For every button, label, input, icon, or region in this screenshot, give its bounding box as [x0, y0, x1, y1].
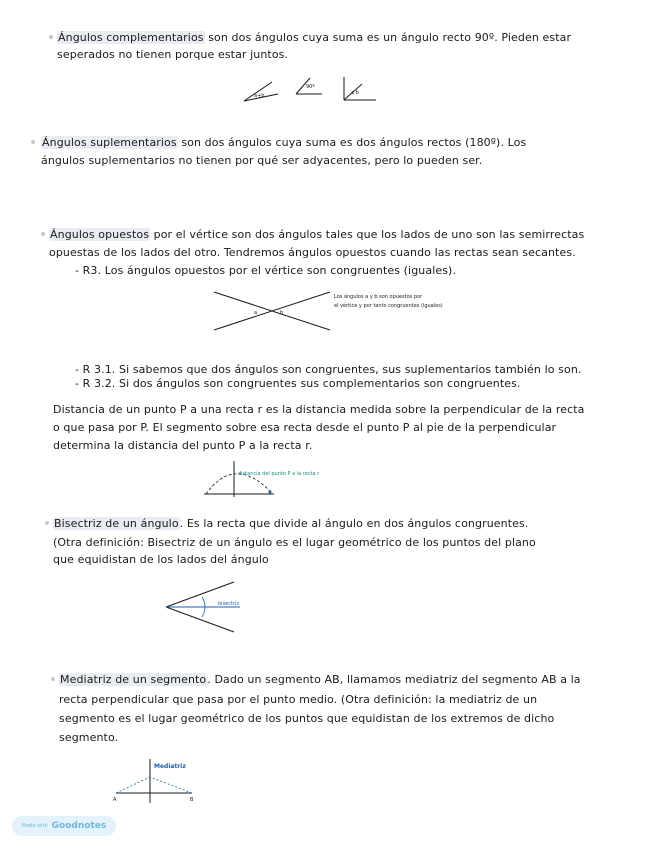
svg-text:90º: 90º — [306, 84, 315, 90]
rule-r3-1: - R 3.1. Si sabemos que dos ángulos son congruentes, sus suplementarios también lo son. — [75, 363, 582, 376]
bullet — [51, 677, 55, 681]
term-highlight: Ángulos complementarios — [58, 31, 204, 44]
point-a-label: A — [113, 797, 117, 803]
made-with-badge — [12, 816, 116, 836]
mediatriz-line-3: segmento es el lugar geométrico de los puntos que equidistan de los extremos de dicho — [59, 712, 555, 725]
svg-text:b: b — [280, 310, 284, 316]
opposite-angles-figure — [210, 286, 500, 336]
badge-brand: Goodnotes — [51, 821, 107, 831]
term-highlight: Mediatriz de un segmento — [60, 673, 207, 686]
opuestos-line-1: Ángulos opuestos por el vértice son dos ángulos tales que los lados de uno son las semirrectas — [50, 228, 585, 241]
distance-note: distancia del punto P a la recta r — [238, 471, 320, 477]
distancia-line-2: o que pasa por P. El segmento sobre esa recta desde el punto P al pie de la perpendicular — [53, 421, 557, 434]
suplementarios-line-2: ángulos suplementarios no tienen por qué ser adyacentes, pero lo pueden ser. — [41, 154, 483, 167]
complementarios-line-1: Ángulos complementarios son dos ángulos cuya suma es un ángulo recto 90º. Pieden estar — [58, 31, 572, 44]
bisectriz-line-1: Bisectriz de un ángulo. Es la recta que divide al ángulo en dos ángulos congruentes. — [54, 517, 529, 530]
bullet — [41, 232, 45, 236]
bisector-figure — [160, 580, 260, 636]
perpendicular-bisector-figure — [108, 755, 220, 805]
distancia-line-1: Distancia de un punto P a una recta r es la distancia medida sobre la perpendicular de la recta — [53, 403, 585, 416]
bisectriz-line-3: que equidistan de los lados del ángulo — [53, 553, 269, 566]
complementarios-line-2: seperados no tienen porque estar juntos. — [57, 48, 289, 61]
term-highlight: Ángulos opuestos — [50, 228, 150, 241]
point-b-label: B — [190, 797, 194, 803]
svg-text:a b: a b — [351, 90, 359, 96]
bisector-note: bisectriz — [218, 601, 240, 607]
term-highlight: Ángulos suplementarios — [42, 136, 177, 149]
bullet — [31, 140, 35, 144]
mediatriz-figure-label: Mediatriz — [154, 763, 186, 770]
suplementarios-line-1: Ángulos suplementarios son dos ángulos cuya suma es dos ángulos rectos (180º). Los — [42, 136, 527, 149]
rule-r3-2: - R 3.2. Si dos ángulos son congruentes sus complementarios son congruentes. — [75, 377, 521, 390]
complementary-angles-figure — [238, 74, 383, 106]
bullet — [45, 521, 49, 525]
svg-text:a: a — [254, 310, 258, 316]
distance-figure — [198, 455, 338, 500]
mediatriz-line-1: Mediatriz de un segmento. Dado un segmento AB, llamamos mediatriz del segmento AB a la — [60, 673, 581, 686]
opposite-note-2: el vértice y por tanto congruentes (iguales) — [334, 303, 443, 309]
opuestos-line-2: opuestas de los lados del otro. Tendremos ángulos opuestos cuando las rectas sean secantes. — [49, 246, 576, 259]
term-highlight: Bisectriz de un ángulo — [54, 517, 179, 530]
mediatriz-line-4: segmento. — [59, 731, 119, 744]
bisectriz-line-2: (Otra definición: Bisectriz de un ángulo es el lugar geométrico de los puntos del plano — [53, 536, 536, 549]
distancia-line-3: determina la distancia del punto P a la recta r. — [53, 439, 313, 452]
svg-text:a+b: a+b — [254, 93, 265, 99]
bullet — [49, 35, 53, 39]
badge-made-with: Made with — [21, 823, 48, 829]
mediatriz-line-2: recta perpendicular que pasa por el punto medio. (Otra definición: la mediatriz de un — [59, 693, 538, 706]
rule-r3: - R3. Los ángulos opuestos por el vértice son congruentes (iguales). — [75, 264, 457, 277]
opposite-note-1: Los ángulos a y b son opuestos por — [334, 294, 423, 300]
